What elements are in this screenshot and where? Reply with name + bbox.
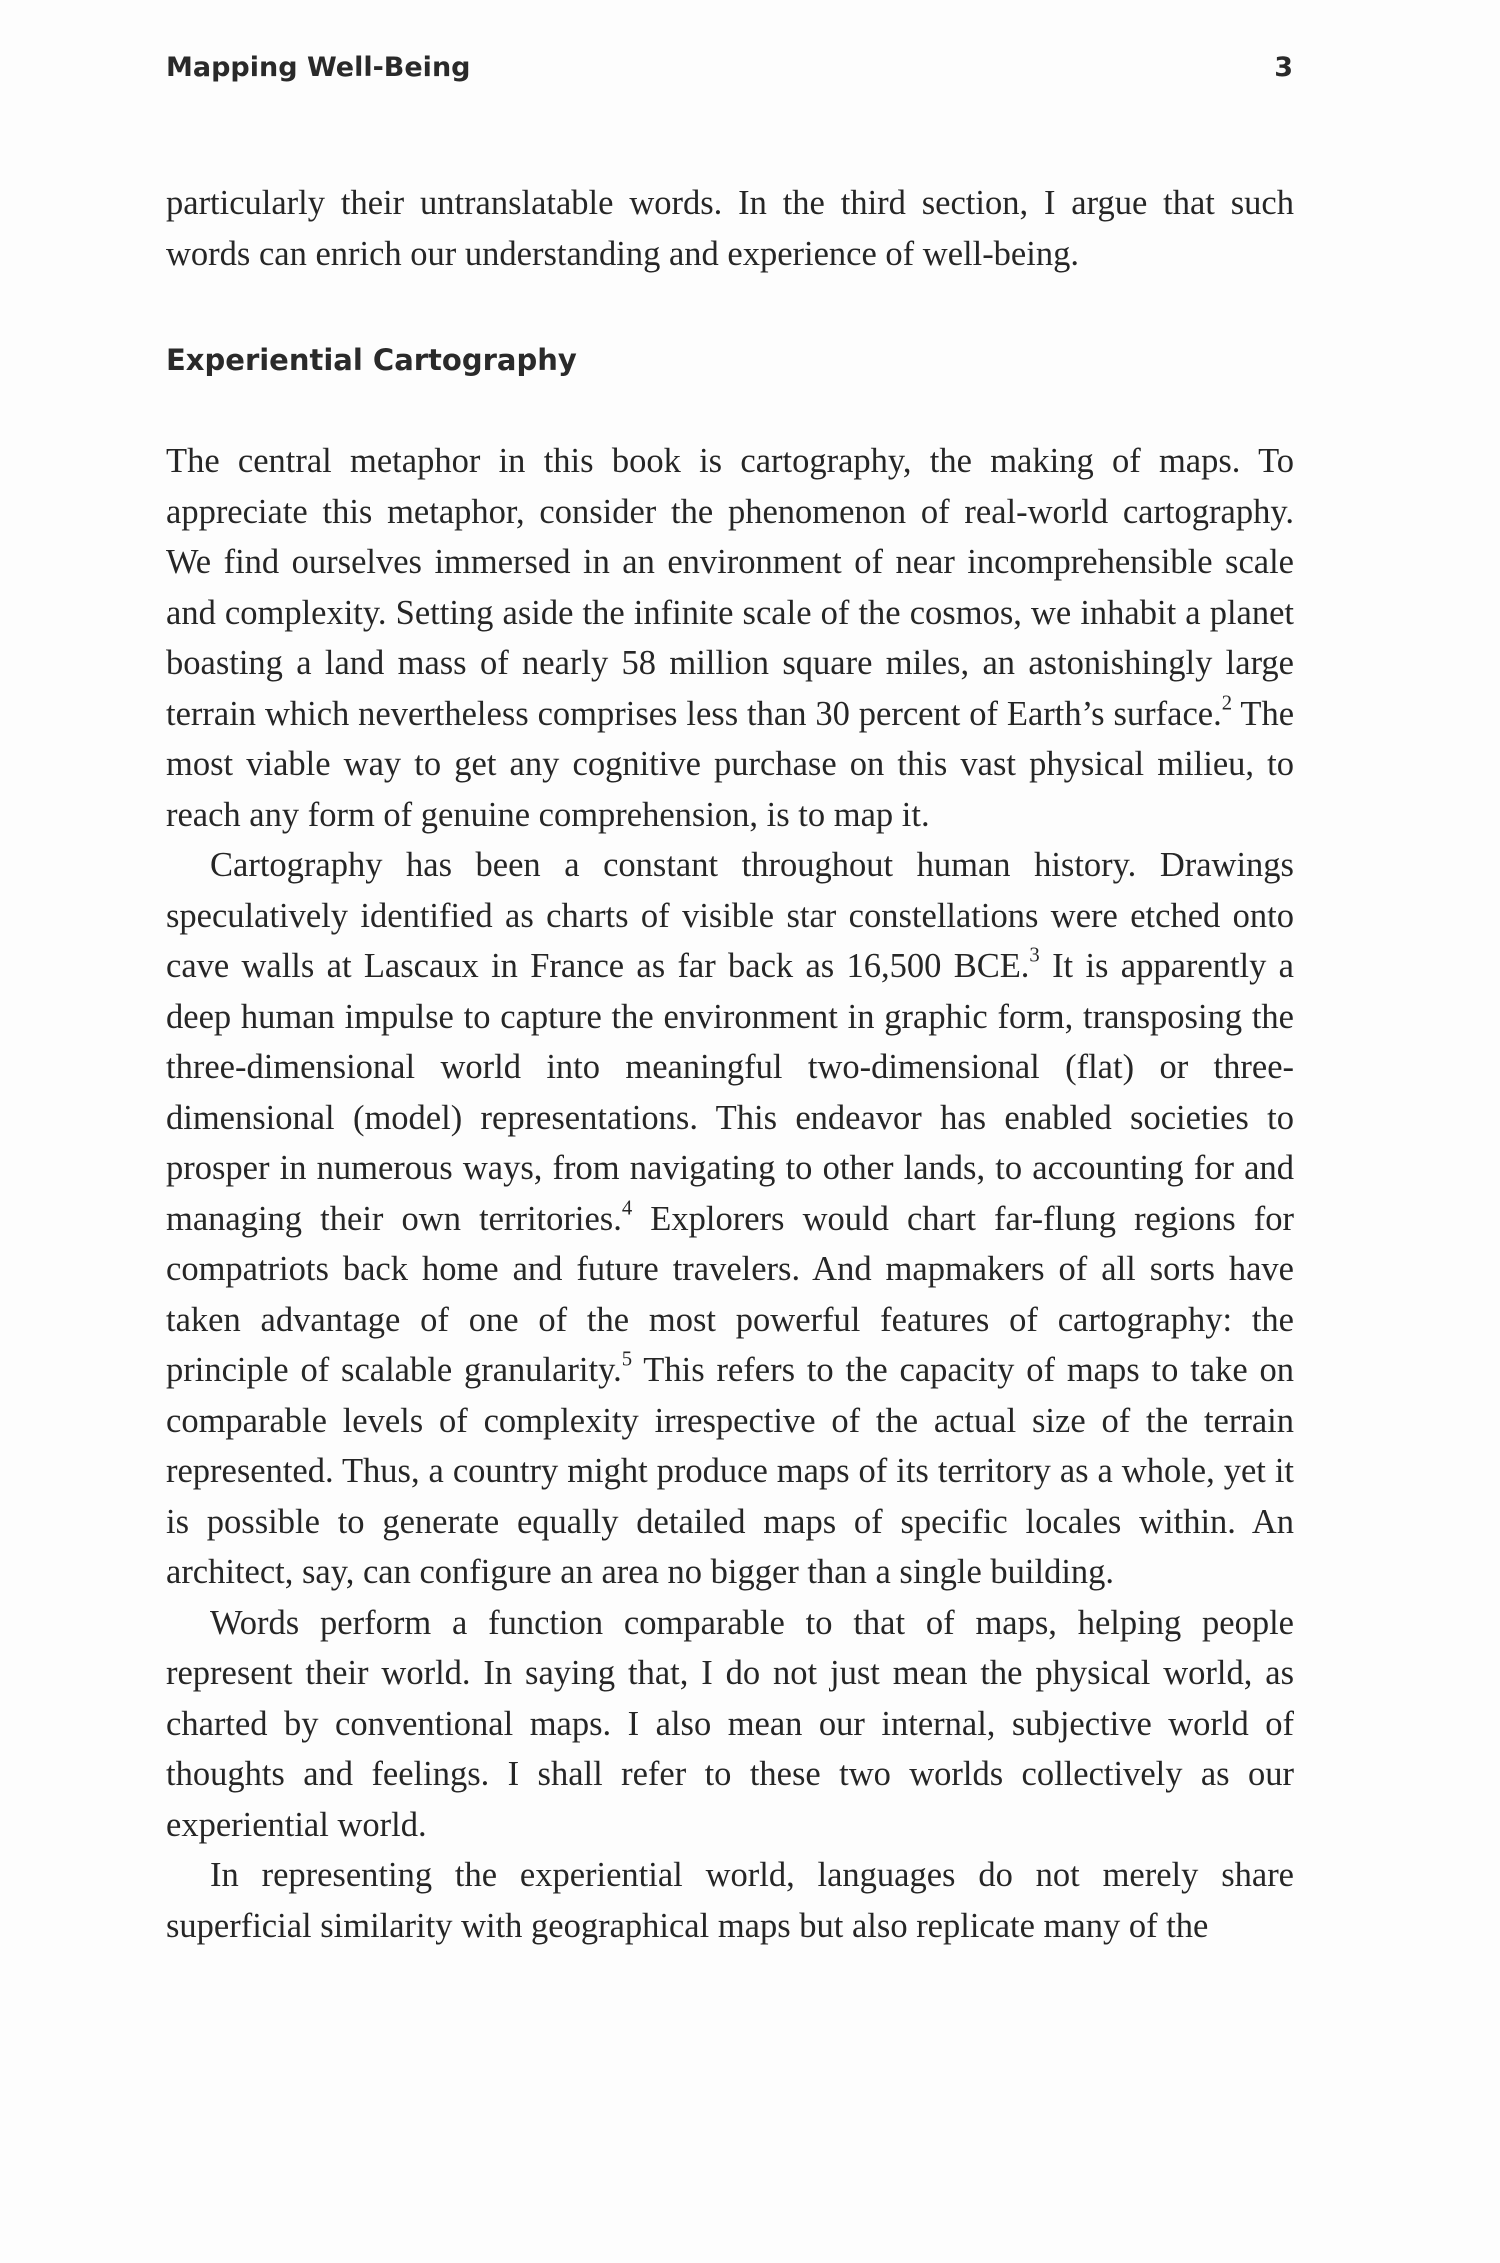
footnote-ref-4: 4 (621, 1196, 633, 1219)
continuation-paragraph-block (166, 178, 1294, 279)
paragraph-2 (166, 840, 1294, 1598)
paragraph-2-text-a: Cartography has been a constant throughout human history. Drawings speculatively identified as charts of visible star constellations were etched onto cave walls at Lascaux in France as far back as 16,500 BCE. (166, 846, 1294, 985)
running-head-title: Mapping Well-Being (166, 52, 471, 83)
paragraph-2-text-c: Explorers would chart far-flung regions for compatriots back home and future travelers. And mapmakers of all sorts have taken advantage of one of the most powerful features of cartography: the principle of scalable granularity. (166, 1199, 1295, 1389)
paragraph-1-text-b: The most viable way to get any cognitive purchase on this vast physical milieu, to reach any form of genuine comprehension, is to map it. (166, 694, 1295, 834)
footnote-ref-5: 5 (621, 1348, 633, 1371)
paragraph-1-text-a: The central metaphor in this book is cartography, the making of maps. To appreciate this metaphor, consider the phenomenon of real-world cartography. We find ourselves immersed in an environment of near incomprehensible scale and complexity. Setting aside the infinite scale of the cosmos, we inhabit a planet boasting a land mass of nearly 58 million square miles, an astonishingly large terrain which nevertheless comprises less than 30 percent of Earth’s surface. (166, 442, 1294, 733)
footnote-ref-3: 3 (1029, 944, 1040, 967)
paragraph-2-text-b: It is apparently a deep human impulse to capture the environment in graphic form, transposing the three-dimensional world into meaningful two-dimensional (flat) or three-dimensional (model) representations. This endeavor has enabled societies to prosper in numerous ways, from navigating to other lands, to accounting for and managing their own territories. (166, 947, 1294, 1238)
paragraph-4: In representing the experiential world, languages do not merely share superficial similarity with geographical maps but also replicate many of the (166, 1856, 1294, 1945)
continuation-paragraph: particularly their untranslatable words. In the third section, I argue that such words can enrich our understanding and experience of well-being. (166, 184, 1294, 273)
paragraph-2-text-d: This refers to the capacity of maps to take on comparable levels of complexity irrespective of the actual size of the terrain represented. Thus, a country might produce maps of its territory as a whole, yet it is possible to generate equally detailed maps of specific locales within. An architect, say, can configure an area no bigger than a single building. (166, 1351, 1294, 1591)
section-body (166, 436, 1294, 1951)
section-heading: Experiential Cartography (166, 343, 577, 377)
paragraph-3: Words perform a function comparable to that of maps, helping people represent their world. In saying that, I do not just mean the physical world, as charted by conventional maps. I also mean our internal, subjective world of thoughts and feelings. I shall refer to these two worlds collectively as our experiential world. (166, 1603, 1294, 1844)
page-number: 3 (1274, 52, 1293, 83)
running-head (166, 52, 1293, 92)
paragraph-1 (166, 436, 1294, 840)
footnote-ref-2: 2 (1221, 691, 1233, 714)
